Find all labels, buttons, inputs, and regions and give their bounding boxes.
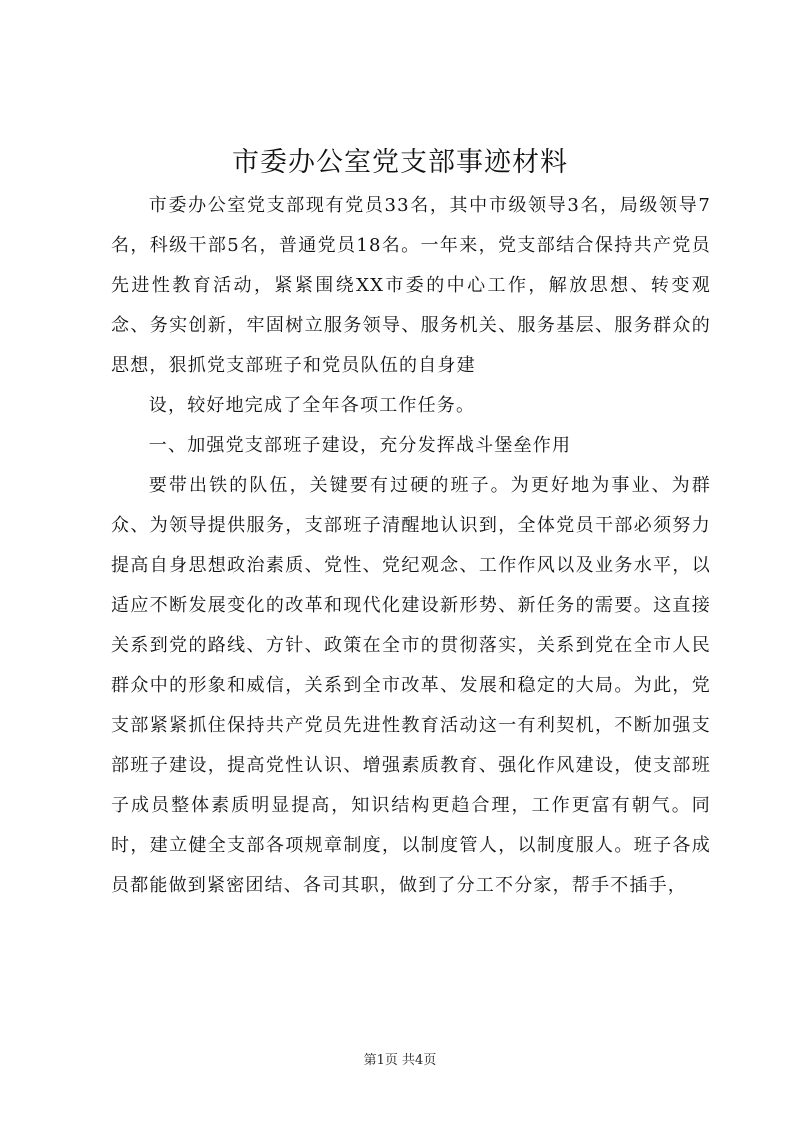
- paragraph-continuation: 设，较好地完成了全年各项工作任务。: [148, 395, 476, 416]
- paragraph-section-one: 要带出铁的队伍，关键要有过硬的班子。为更好地为事业、为群众、为领导提供服务，支部班子清醒地认识到，全体党员干部必须努力提高自身思想政治素质、党性、党纪观念、工作作风以及业务水平，以适应不断发展变化的改革和现代化建设新形势、新任务的需要。这直接关系到党的路线、方针、政策在全市的贯彻落实，关系到党在全市人民群众中的形象和威信，关系到全市改革、发展和稳定的大局。为此，党支部紧紧抓住保持共产党员先进性教育活动这一有利契机，不断加强支部班子建设，提高党性认识、增强素质教育、强化作风建设，使支部班子成员整体素质明显提高，知识结构更趋合理，工作更富有朝气。同时，建立健全支部各项规章制度，以制度管人，以制度服人。班子各成员都能做到紧密团结、各司其职，做到了分工不分家，帮手不插手，: [111, 475, 711, 896]
- paragraph-intro: 市委办公室党支部现有党员33名，其中市级领导3名，局级领导7名，科级干部5名，普通党员18名。一年来，党支部结合保持共产党员先进性教育活动，紧紧围绕XX市委的中心工作，解放思想、转变观念、务实创新，牢固树立服务领导、服务机关、服务基层、服务群众的思想，狠抓党支部班子和党员队伍的自身建: [111, 195, 711, 376]
- document-body: [111, 186, 711, 906]
- page-number-footer: 第1页 共4页: [363, 1053, 437, 1068]
- document-title: 市委办公室党支部事迹材料: [232, 147, 568, 178]
- section-heading: 一、加强党支部班子建设，充分发挥战斗堡垒作用: [148, 435, 572, 456]
